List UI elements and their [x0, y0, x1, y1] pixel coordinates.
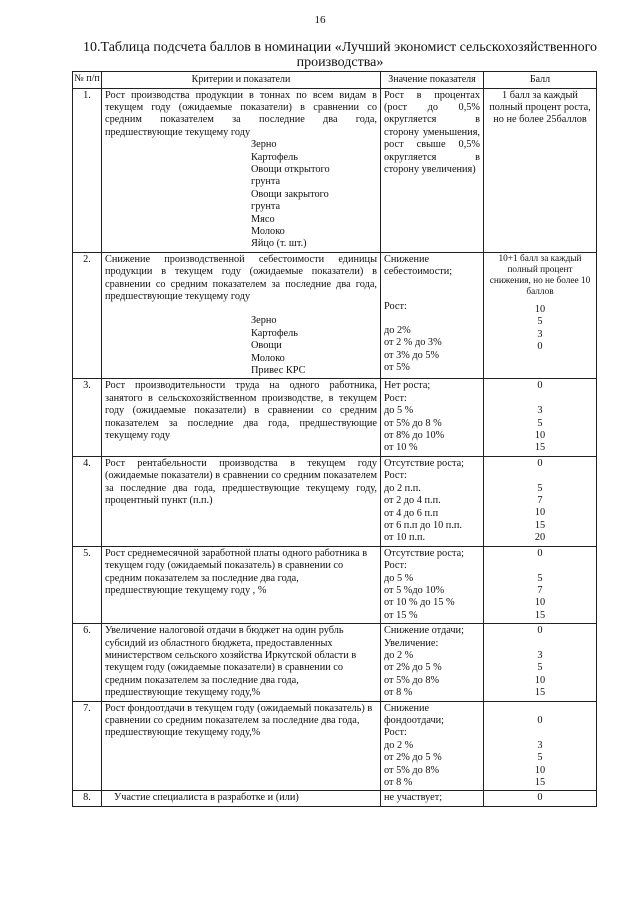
row-criteria: Рост среднемесячной заработной платы одного работника в текущем году (ожидаемый показатель) в сравнении со средним показателем за последние два года, предшествующие текущему году , %	[102, 546, 381, 623]
value-line: до 5 %	[384, 572, 414, 584]
row-num: 5.	[73, 546, 102, 623]
table-row	[73, 546, 597, 623]
score-line: 0	[537, 547, 543, 559]
list-item: Зерно	[251, 139, 277, 151]
row-criteria: Участие специалиста в разработке и (или)	[102, 791, 381, 806]
score-line: 20	[534, 532, 546, 544]
table-row	[73, 791, 597, 806]
value-line: Отсутствие роста;	[384, 547, 465, 559]
value-line: Рост:	[384, 470, 407, 482]
value-line: Рост:	[384, 560, 407, 572]
score-line	[487, 703, 593, 715]
score-line: 10	[534, 507, 546, 519]
value-line: от 8 %	[384, 687, 413, 699]
table-row	[73, 701, 597, 791]
row-num: 4.	[73, 456, 102, 546]
value-head-2: Рост:	[384, 300, 407, 312]
score-line: 10	[534, 303, 546, 315]
list-item: Молоко	[251, 225, 285, 237]
table-row	[73, 624, 597, 701]
value-line: от 8% до 10%	[384, 430, 445, 442]
list-item: Овощи	[251, 340, 282, 352]
value-line: от 8 %	[384, 777, 413, 789]
score-line: 0	[537, 380, 543, 392]
row-num: 6.	[73, 624, 102, 701]
score-line: 10	[534, 764, 546, 776]
value-line: от 5 %до 10%	[384, 584, 445, 596]
score-line: 5	[537, 316, 543, 328]
row-criteria: Рост производительности труда на одного работника, занятого в сельскохозяйственном производстве, в текущем году (ожидаемые показатели) в сравнении со средним показателем за последние два года, предшествующие текущему году	[102, 379, 381, 456]
header-value: Значение показателя	[381, 72, 484, 89]
score-line: 5	[537, 662, 543, 674]
row-num: 7.	[73, 701, 102, 791]
value-line: от 5% до 8 %	[384, 417, 442, 429]
list-item: Овощи открытого грунта	[251, 163, 330, 188]
list-item: Зерно	[251, 315, 277, 327]
value-line: от 10 %	[384, 442, 418, 454]
score-line: 15	[534, 687, 546, 699]
row-criteria: Увеличение налоговой отдачи в бюджет на один рубль субсидий из областного бюджета, предоставленных министерством сельского хозяйства Иркутской области в текущем году (ожидаемые показатели) в сравнении со средним показателем за последние два года, предшествующие текущему году,%	[102, 624, 381, 701]
table-row	[73, 88, 597, 252]
value-line: от 2% до 5 %	[384, 752, 442, 764]
value-line: от 4 до 6 п.п	[384, 507, 439, 519]
header-num: № п/п	[73, 72, 102, 89]
value-line: до 2 %	[384, 739, 414, 751]
list-item: Картофель	[251, 327, 298, 339]
table-header-row	[73, 72, 597, 89]
score-line: 5	[537, 482, 543, 494]
value-line: от 5%	[384, 362, 410, 374]
score-note: 10+1 балл за каждый полный процент снижения, но не более 10 баллов	[489, 253, 591, 297]
value-line: Нет роста;	[384, 380, 431, 392]
row-criteria: Рост фондоотдачи в текущем году (ожидаемый показатель) в сравнении со средним показателем за последние два года, предшествующие текущему году,%	[102, 701, 381, 791]
row-criteria: Снижение производственной себестоимости единицы продукции в текущем году (ожидаемые показатели) в сравнении со средним показателем за последние два года, предшествующие текущему году	[105, 253, 377, 302]
score-line: 3	[537, 328, 543, 340]
value-line: Снижение отдачи;	[384, 625, 464, 637]
score-line: 5	[537, 417, 543, 429]
score-line: 15	[534, 442, 546, 454]
list-item: Привес КРС	[251, 365, 306, 377]
score-line	[487, 727, 593, 739]
score-line: 0	[537, 714, 543, 726]
score-line	[487, 393, 593, 405]
list-item: Овощи закрытого грунта	[251, 188, 329, 213]
row-criteria: Рост рентабельности производства в текущем году (ожидаемые показатели) в сравнении со средним показателем за последние два года, предшествующие текущему году, процентный пункт (п.п.)	[102, 456, 381, 546]
score-line: 15	[534, 519, 546, 531]
score-line: 7	[537, 584, 543, 596]
score-line: 5	[537, 572, 543, 584]
row-value: Рост в процентах (рост до 0,5% округляется в сторону уменьшения, рост свыше 0,5% округляется в сторону увеличения)	[381, 88, 484, 252]
value-line: Рост:	[384, 392, 407, 404]
header-criteria: Критерии и показатели	[102, 72, 381, 89]
score-line: 7	[537, 495, 543, 507]
scoring-table	[72, 71, 597, 807]
score-line: 0	[537, 457, 543, 469]
value-line: от 15 %	[384, 609, 418, 621]
value-line: от 5% до 8%	[384, 764, 440, 776]
row-score: 0	[484, 791, 597, 806]
page-title: 10.Таблица подсчета баллов в номинации «Лучший экономист сельскохозяйственного производства»	[83, 40, 597, 70]
row-value: не участвует;	[381, 791, 484, 806]
value-line: до 2 %	[384, 649, 414, 661]
score-line: 0	[537, 341, 543, 352]
score-line: 10	[534, 430, 546, 442]
score-line: 15	[534, 777, 546, 788]
score-line	[487, 638, 593, 650]
score-line	[487, 560, 593, 572]
value-line: Рост:	[384, 727, 407, 739]
page-number: 16	[314, 14, 326, 26]
list-item: Яйцо (т. шт.)	[251, 238, 307, 250]
header-score: Балл	[484, 72, 597, 89]
score-line: 10	[534, 674, 546, 686]
score-line: 10	[534, 597, 546, 609]
row-num: 3.	[73, 379, 102, 456]
value-line: Отсутствие роста;	[384, 457, 465, 469]
list-item: Мясо	[251, 213, 275, 225]
value-line: Увеличение:	[384, 637, 439, 649]
score-line: 5	[537, 752, 543, 764]
value-line: до 5 %	[384, 405, 414, 417]
score-line: 3	[537, 405, 543, 417]
list-item: Картофель	[251, 151, 298, 163]
value-line: от 10 п.п.	[384, 532, 426, 544]
table-row	[73, 252, 597, 379]
row-criteria: Рост производства продукции в тоннах по всем видам в текущем году (ожидаемые показатели) в сравнении со средним показателем за последние два года, предшествующие текущему году	[105, 89, 377, 138]
table-row	[73, 379, 597, 456]
row-num: 1.	[73, 88, 102, 252]
score-line: 0	[537, 625, 543, 637]
value-line: фондоотдачи;	[384, 715, 445, 726]
value-line: от 5% до 8%	[384, 674, 440, 686]
score-line: 15	[534, 609, 546, 621]
row-num: 8.	[73, 791, 102, 806]
value-line: от 6 п.п до 10 п.п.	[384, 519, 462, 531]
list-item: Молоко	[251, 352, 285, 364]
value-line: от 10 % до 15 %	[384, 597, 455, 609]
value-line: до 2%	[384, 325, 411, 336]
row-score: 1 балл за каждый полный процент роста, но не более 25баллов	[484, 88, 597, 252]
score-line: 3	[537, 739, 543, 751]
table-row	[73, 456, 597, 546]
value-line: от 2% до 5 %	[384, 662, 442, 674]
value-line: от 2 % до 3%	[384, 337, 442, 349]
value-line: от 3% до 5%	[384, 349, 440, 361]
score-line: 3	[537, 649, 543, 661]
row-num: 2.	[73, 252, 102, 379]
value-head: Снижение себестоимости;	[384, 253, 453, 278]
value-line: до 2 п.п.	[384, 482, 421, 494]
value-line: от 2 до 4 п.п.	[384, 495, 441, 507]
value-line: Снижение	[384, 702, 430, 714]
score-line	[487, 470, 593, 482]
